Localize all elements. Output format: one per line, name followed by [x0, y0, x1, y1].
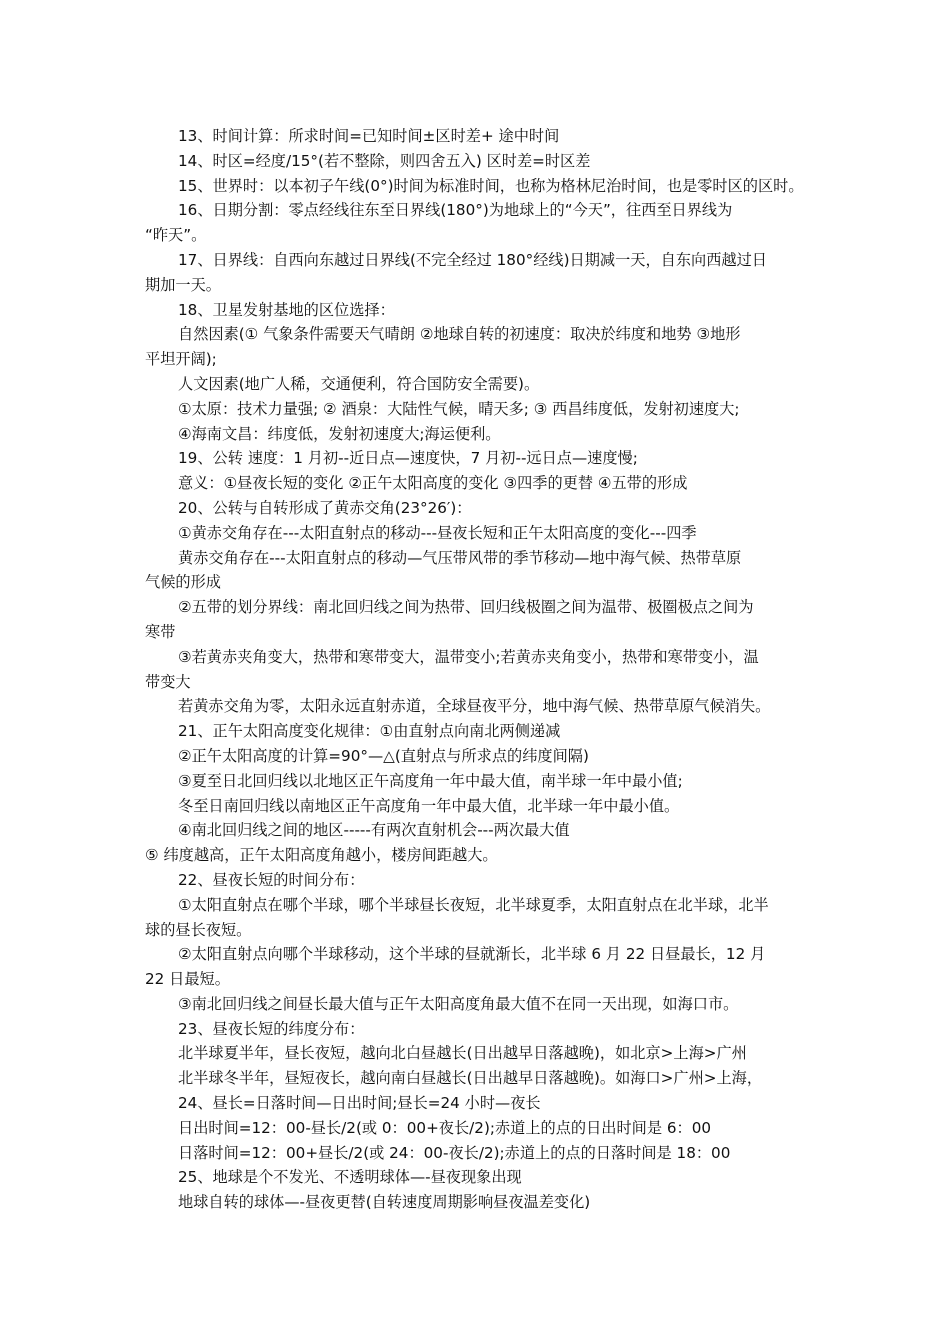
- text-line: 16、日期分割：零点经线往东至日界线(180°)为地球上的“今天”，往西至日界线为: [178, 201, 733, 220]
- text-line: 25、地球是个不发光、不透明球体—-昼夜现象出现: [178, 1168, 522, 1187]
- text-line: 球的昼长夜短。: [145, 920, 252, 939]
- text-line: 带变大: [145, 672, 191, 691]
- text-line: 黄赤交角存在---太阳直射点的移动—气压带风带的季节移动—地中海气候、热带草原: [178, 548, 742, 567]
- text-line: ⑤ 纬度越高，正午太阳高度角越小，楼房间距越大。: [145, 846, 498, 865]
- text-line: 意义：①昼夜长短的变化 ②正午太阳高度的变化 ③四季的更替 ④五带的形成: [178, 474, 688, 493]
- text-line: 北半球冬半年，昼短夜长，越向南白昼越长(日出越早日落越晚)。如海口>广州>上海，: [178, 1069, 763, 1088]
- text-line: 气候的形成: [145, 573, 221, 592]
- text-line: 日落时间=12：00+昼长/2(或 24：00-夜长/2);赤道上的点的日落时间是 18：00: [178, 1143, 731, 1162]
- text-line: 地球自转的球体—-昼夜更替(自转速度周期影响昼夜温差变化): [178, 1193, 591, 1212]
- text-line: 自然因素(① 气象条件需要天气晴朗 ②地球自转的初速度：取决於纬度和地势 ③地形: [178, 325, 741, 344]
- text-line: ④海南文昌：纬度低，发射初速度大;海运便利。: [178, 424, 501, 443]
- text-line: 期加一天。: [145, 275, 221, 294]
- text-line: 24、昼长=日落时间—日出时间;昼长=24 小时—夜长: [178, 1094, 541, 1113]
- text-line: ②正午太阳高度的计算=90°—△(直射点与所求点的纬度间隔): [178, 746, 589, 765]
- text-line: 人文因素(地广人稀，交通便利，符合国防安全需要)。: [178, 374, 540, 393]
- text-line: ①黄赤交角存在---太阳直射点的移动---昼夜长短和正午太阳高度的变化---四季: [178, 523, 697, 542]
- text-line: “昨天”。: [145, 226, 207, 245]
- text-line: 若黄赤交角为零，太阳永远直射赤道，全球昼夜平分，地中海气候、热带草原气候消失。: [178, 697, 771, 716]
- text-line: 23、昼夜长短的纬度分布：: [178, 1019, 365, 1038]
- text-line: ③若黄赤夹角变大，热带和寒带变大，温带变小;若黄赤夹角变小，热带和寒带变小，温: [178, 647, 759, 666]
- text-line: 寒带: [145, 622, 176, 641]
- text-line: 北半球夏半年，昼长夜短，越向北白昼越长(日出越早日落越晚)，如北京>上海>广州: [178, 1044, 747, 1063]
- text-line: ①太阳直射点在哪个半球，哪个半球昼长夜短，北半球夏季，太阳直射点在北半球，北半: [178, 895, 769, 914]
- text-line: 20、公转与自转形成了黄赤交角(23°26′)：: [178, 498, 472, 517]
- text-line: ①太原：技术力量强; ② 酒泉：大陆性气候，晴天多; ③ 西昌纬度低，发射初速度大;: [178, 399, 740, 418]
- text-line: 15、世界时：以本初子午线(0°)时间为标准时间，也称为格林尼治时间，也是零时区的区时。: [178, 176, 804, 195]
- text-line: 18、卫星发射基地的区位选择：: [178, 300, 395, 319]
- text-line: ④南北回归线之间的地区-----有两次直射机会---两次最大值: [178, 821, 570, 840]
- text-line: 19、公转 速度：1 月初--近日点—速度快，7 月初--远日点—速度慢;: [178, 449, 638, 468]
- text-line: ③南北回归线之间昼长最大值与正午太阳高度角最大值不在同一天出现，如海口市。: [178, 994, 739, 1013]
- text-line: 17、日界线：自西向东越过日界线(不完全经过 180°经线)日期减一天，自东向西越过日: [178, 250, 767, 269]
- text-line: ②五带的划分界线：南北回归线之间为热带、回归线极圈之间为温带、极圈极点之间为: [178, 598, 754, 617]
- text-line: ②太阳直射点向哪个半球移动，这个半球的昼就渐长，北半球 6 月 22 日昼最长，12 月: [178, 945, 766, 964]
- text-line: 日出时间=12：00-昼长/2(或 0：00+夜长/2);赤道上的点的日出时间是 6：00: [178, 1118, 712, 1137]
- text-line: 平坦开阔);: [145, 350, 217, 369]
- text-line: 22 日最短。: [145, 970, 230, 989]
- text-line: ③夏至日北回归线以北地区正午高度角一年中最大值，南半球一年中最小值;: [178, 771, 683, 790]
- text-line: 14、时区=经度/15°(若不整除，则四舍五入) 区时差=时区差: [178, 151, 591, 170]
- document-body: [145, 124, 810, 1215]
- text-line: 22、昼夜长短的时间分布：: [178, 870, 365, 889]
- text-line: 13、时间计算：所求时间=已知时间±区时差+ 途中时间: [178, 127, 560, 145]
- text-line: 冬至日南回归线以南地区正午高度角一年中最大值，北半球一年中最小值。: [178, 796, 680, 815]
- text-line: 21、正午太阳高度变化规律：①由直射点向南北两侧递减: [178, 722, 561, 741]
